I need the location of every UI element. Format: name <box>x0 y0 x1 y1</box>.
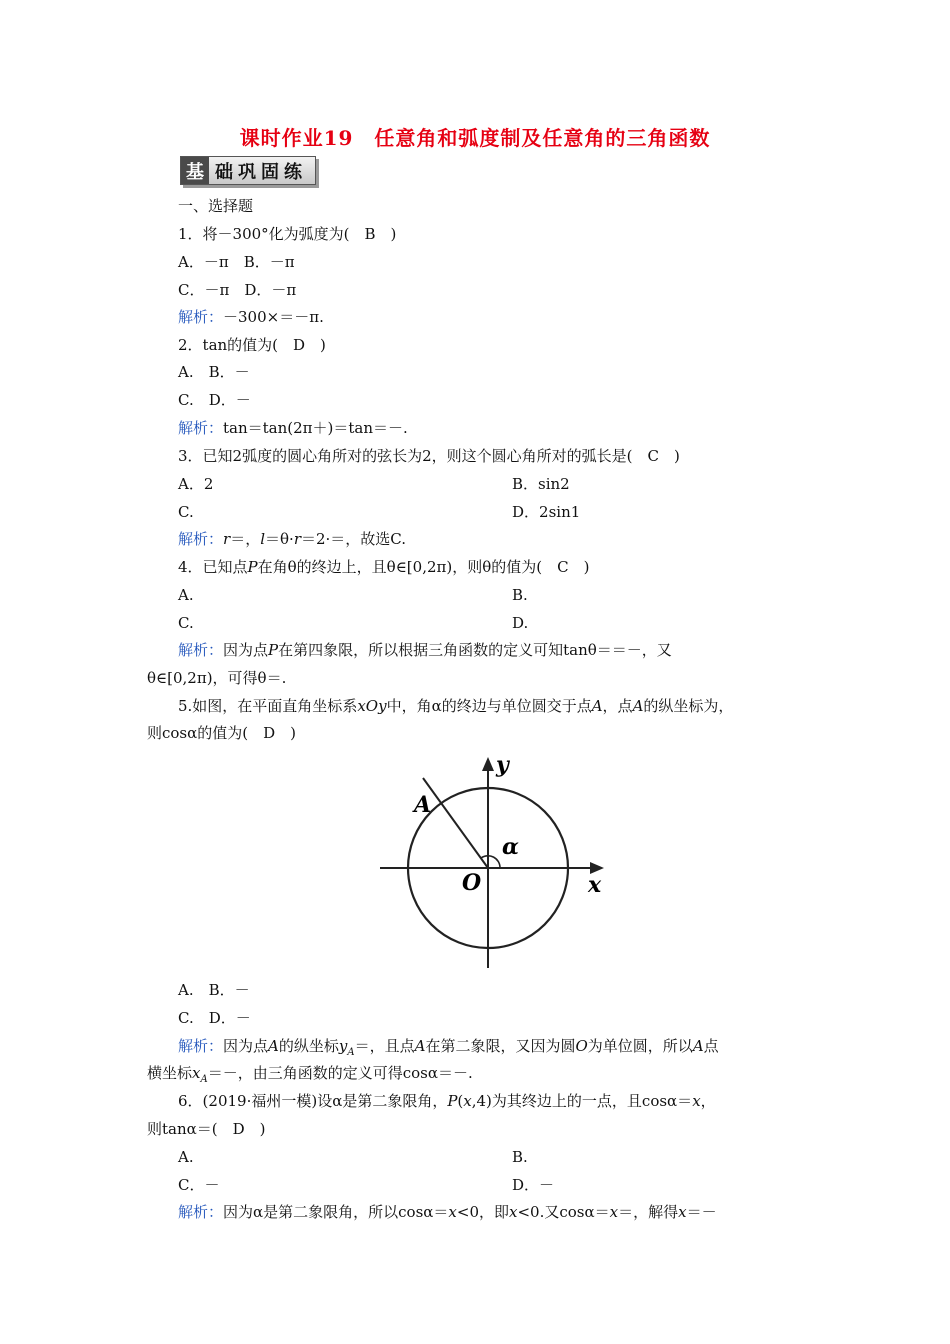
q4-stem: 4．已知点P在角θ的终边上，且θ∈[0,2π)，则θ的值为( C ) <box>178 558 590 576</box>
q6-stem-cont: 则tanα＝( D ) <box>147 1120 266 1138</box>
q3-option-c: C. <box>178 503 194 521</box>
q5-stem-cont: 则cosα的值为( D ) <box>147 724 296 742</box>
q6-option-d: D．－ <box>512 1176 555 1194</box>
origin-label: O <box>462 870 482 896</box>
q3-option-a: A．2 <box>178 475 214 493</box>
q6-option-c: C．－ <box>178 1176 220 1194</box>
q4-solution-cont: θ∈[0,2π)，可得θ＝. <box>147 669 287 687</box>
x-axis-label: x <box>588 872 602 898</box>
unit-circle-figure <box>378 752 608 972</box>
section-badge <box>180 156 316 185</box>
q2-options-cd: C. D．－ <box>178 391 251 409</box>
q6-solution: 解析：因为α是第二象限角，所以cosα＝x<0，即x<0.又cosα＝x＝，解得x＝－ <box>178 1203 717 1221</box>
q5-solution-cont: 横坐标$x_A=-$，由三角函数的定义可得cosα＝－. <box>147 1064 473 1085</box>
terminal-side <box>423 778 488 868</box>
q3-option-d: D．2sin1 <box>512 503 581 521</box>
q5-stem: 5.如图，在平面直角坐标系xOy中，角α的终边与单位圆交于点A，点A的纵坐标为， <box>178 697 734 715</box>
solution-label: 解析： <box>178 308 224 326</box>
q5-solution: 解析：因为点A的纵坐标$y_A=$，且点A在第二象限，又因为圆O为单位圆，所以A点 <box>178 1037 719 1058</box>
q4-option-d: D. <box>512 614 529 632</box>
y-axis-arrow <box>482 757 494 771</box>
solution-label: 解析： <box>178 1037 224 1055</box>
section-heading: 一、选择题 <box>178 197 254 215</box>
solution-text: －300×＝－π. <box>223 308 324 326</box>
q4-solution: 解析：因为点P在第四象限，所以根据三角函数的定义可知tanθ＝＝－，又 <box>178 641 672 659</box>
solution-label: 解析： <box>178 530 224 548</box>
point-a-label: A <box>414 792 432 818</box>
solution-label: 解析： <box>178 419 224 437</box>
q2-options-ab: A. B．－ <box>178 363 250 381</box>
q4-option-c: C. <box>178 614 194 632</box>
q6-option-a: A. <box>178 1148 194 1166</box>
solution-label: 解析： <box>178 641 224 659</box>
page-title: 课时作业19 任意角和弧度制及任意角的三角函数 <box>239 126 711 150</box>
y-axis-label: y <box>496 752 509 778</box>
badge-box: 基 <box>181 157 209 184</box>
q1-stem: 1．将－300°化为弧度为( B ) <box>178 225 397 243</box>
q4-option-a: A. <box>178 586 194 604</box>
q5-options-cd: C. D．－ <box>178 1009 251 1027</box>
alpha-label: α <box>502 834 519 860</box>
q3-option-b: B．sin2 <box>512 475 570 493</box>
q2-solution <box>178 418 408 438</box>
q3-solution: 解析：r＝，l＝θ·r＝2·＝，故选C. <box>178 530 407 548</box>
q1-options-ab: A．－π B．－π <box>178 253 295 271</box>
q4-option-b: B. <box>512 586 528 604</box>
solution-label: 解析： <box>178 1203 224 1221</box>
solution-text: tan＝tan(2π＋)＝tan＝－. <box>223 419 408 437</box>
q6-option-b: B. <box>512 1148 528 1166</box>
q5-options-ab: A. B．－ <box>178 981 250 999</box>
q6-stem: 6．(2019·福州一模)设α是第二象限角，P(x,4)为其终边上的一点，且cosα＝x， <box>178 1092 716 1110</box>
q2-stem: 2．tan的值为( D ) <box>178 336 326 354</box>
badge-text: 础巩固练 <box>215 161 307 183</box>
q3-stem: 3．已知2弧度的圆心角所对的弦长为2，则这个圆心角所对的弧长是( C ) <box>178 447 680 465</box>
q1-options-cd: C．－π D．－π <box>178 281 297 299</box>
q1-solution <box>178 307 324 327</box>
